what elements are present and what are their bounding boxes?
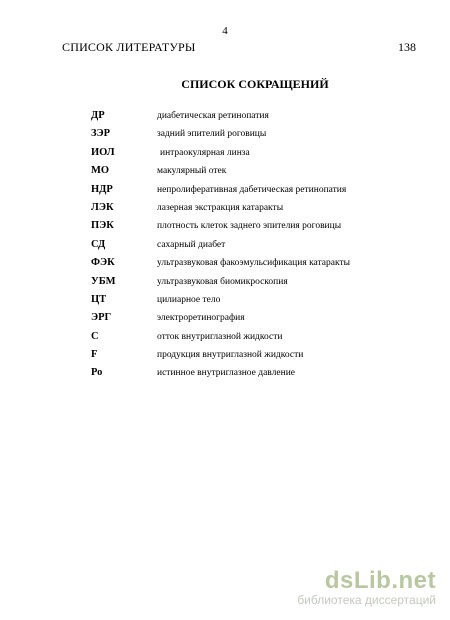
watermark-logo: dsLib.net	[324, 567, 436, 594]
watermark-subtitle: библиотека диссертаций	[297, 593, 436, 607]
abbreviation-term: ПЭК	[91, 220, 114, 232]
abbreviation-term: УБМ	[91, 275, 116, 287]
abbreviation-definition: электроретинография	[157, 313, 245, 324]
abbreviation-term: МО	[91, 165, 110, 177]
abbreviation-term: СД	[91, 238, 106, 250]
abbreviation-row	[91, 128, 431, 146]
abbreviation-row	[91, 220, 431, 238]
abbreviation-definition: лазерная экстракция катаракты	[157, 202, 284, 213]
abbreviation-term: ИОЛ	[91, 146, 115, 158]
watermark	[297, 567, 436, 607]
abbreviation-row	[91, 257, 431, 275]
abbreviation-row	[91, 367, 431, 385]
abbreviation-row	[91, 202, 431, 220]
abbreviation-row	[91, 147, 431, 165]
abbreviation-definition: плотность клеток заднего эпителия роговицы	[157, 221, 342, 232]
abbreviation-definition: непролиферативная дабетическая ретинопатия	[157, 184, 347, 195]
abbreviation-row	[91, 312, 431, 330]
page-number: 4	[222, 25, 228, 37]
abbreviation-term: ФЭК	[91, 257, 115, 269]
abbreviation-row	[91, 349, 431, 367]
section-title: СПИСОК СОКРАЩЕНИЙ	[181, 77, 329, 91]
running-header-left: СПИСОК ЛИТЕРАТУРЫ	[62, 40, 196, 54]
abbreviation-term: ЭРГ	[91, 312, 112, 324]
abbreviation-definition: интраокулярная линза	[160, 147, 250, 158]
abbreviation-definition: продукция внутриглазной жидкости	[157, 350, 304, 361]
abbreviation-row	[91, 110, 431, 128]
abbreviation-list	[91, 110, 431, 386]
abbreviation-term: ЦТ	[91, 293, 107, 305]
abbreviation-row	[91, 276, 431, 294]
abbreviation-definition: сахарный диабет	[157, 239, 226, 250]
abbreviation-term: НДР	[91, 183, 113, 195]
abbreviation-definition: цилиарное тело	[157, 294, 221, 305]
abbreviation-definition: макулярный отек	[157, 166, 227, 177]
abbreviation-row	[91, 239, 431, 257]
abbreviation-term: F	[91, 349, 98, 361]
abbreviation-term: ЛЭК	[91, 201, 114, 213]
abbreviation-row	[91, 184, 431, 202]
abbreviation-definition: отток внутриглазной жидкости	[157, 331, 283, 342]
abbreviation-row	[91, 294, 431, 312]
abbreviation-term: С	[91, 330, 99, 342]
abbreviation-term: ЗЭР	[91, 128, 111, 140]
abbreviation-row	[91, 331, 431, 349]
abbreviation-definition: ультразвуковая биомикроскопия	[157, 276, 288, 287]
running-header-page: 138	[398, 40, 416, 54]
abbreviation-definition: диабетическая ретинопатия	[157, 111, 269, 121]
abbreviation-definition: задний эпителий роговицы	[157, 129, 267, 140]
abbreviation-definition: ультразвуковая факоэмульсификация катаракты	[157, 258, 350, 269]
abbreviation-definition: истинное внутриглазное давление	[157, 368, 296, 379]
abbreviation-term: Ро	[91, 367, 103, 379]
abbreviation-term: ДР	[91, 110, 105, 121]
abbreviation-row	[91, 165, 431, 183]
